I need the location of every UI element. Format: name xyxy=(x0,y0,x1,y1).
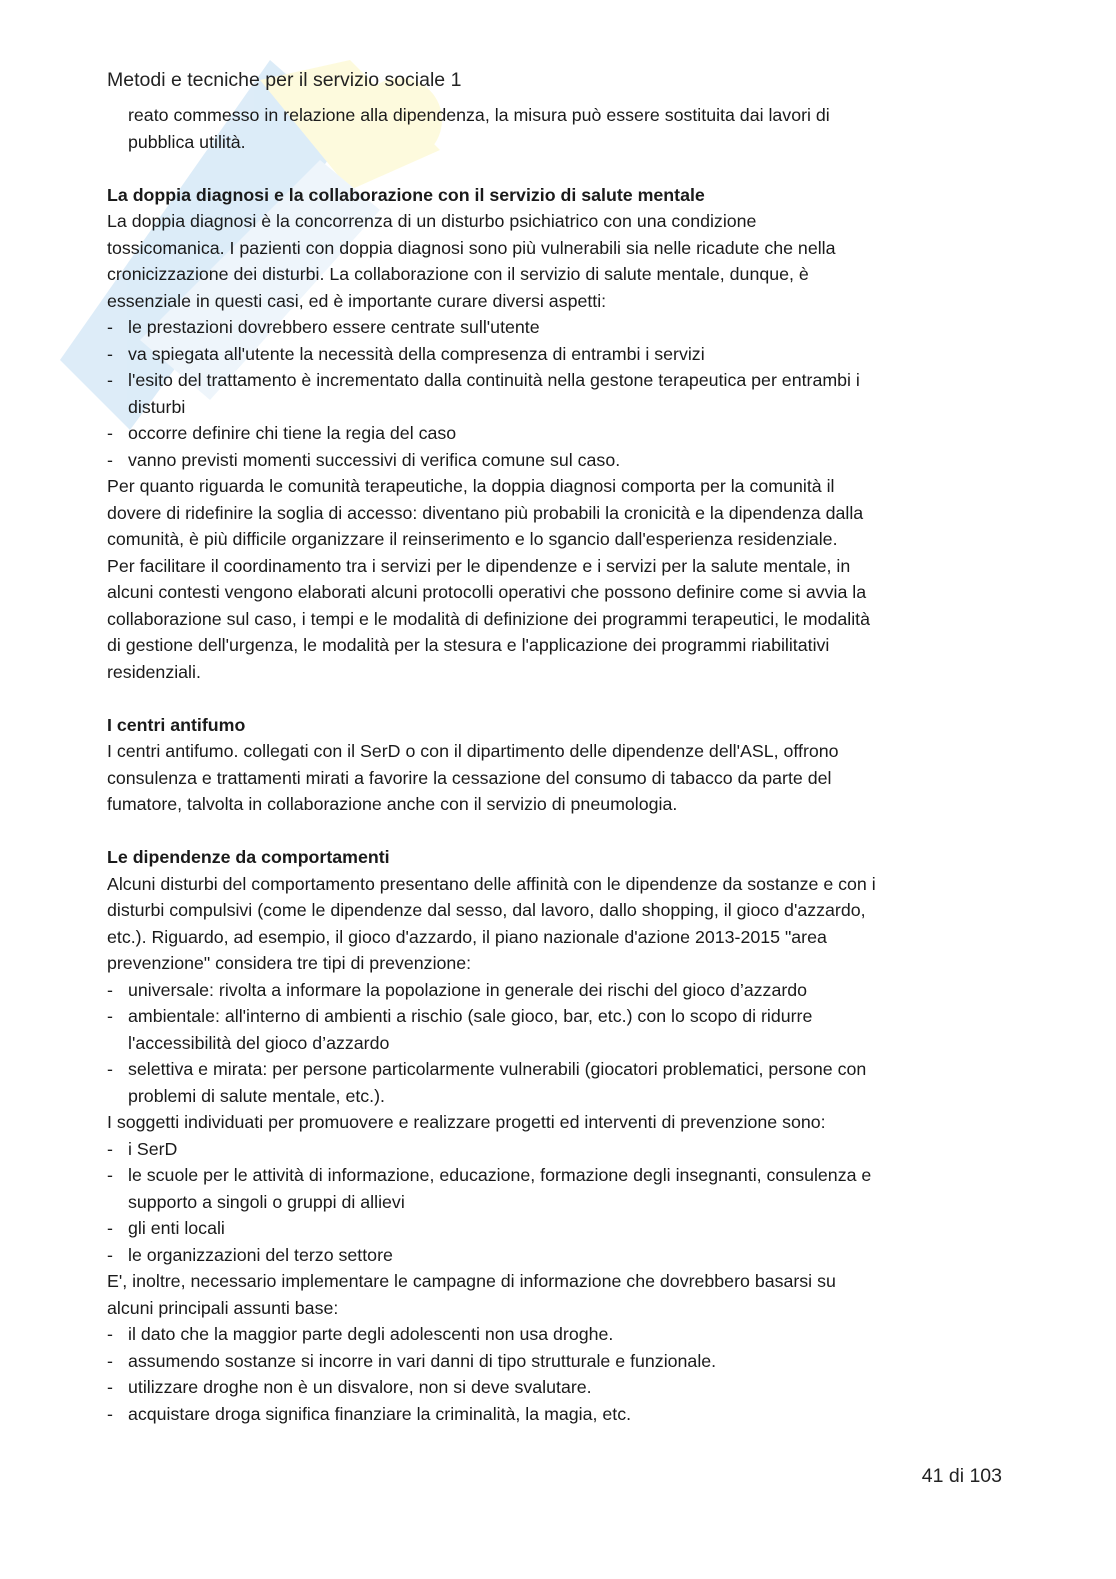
paragraph-line: alcuni contesti vengono elaborati alcuni protocolli operativi che possono definire come si avvia la xyxy=(107,582,867,602)
list-item: - va spiegata all'utente la necessità della compresenza di entrambi i servizi xyxy=(107,341,1012,368)
list-item: - acquistare droga significa finanziare la criminalità, la magia, etc. xyxy=(107,1401,1012,1428)
list-item: - ambientale: all'interno di ambienti a rischio (sale gioco, bar, etc.) con lo scopo di ridurre xyxy=(107,1003,1012,1030)
paragraph-line: etc.). Riguardo, ad esempio, il gioco d'azzardo, il piano nazionale d'azione 2013-2015 "area xyxy=(107,926,827,947)
bullet-dash: - xyxy=(107,1059,113,1079)
paragraph-line: tossicomanica. I pazienti con doppia diagnosi sono più vulnerabili sia nelle ricadute che nella xyxy=(107,237,836,258)
list-item: - gli enti locali xyxy=(107,1215,1012,1242)
paragraph-line: Alcuni disturbi del comportamento presentano delle affinità con le dipendenze da sostanze e con i xyxy=(107,873,876,894)
list-item: - le prestazioni dovrebbero essere centrate sull'utente xyxy=(107,314,1012,341)
bullet-dash: - xyxy=(107,449,113,470)
paragraph-line: La doppia diagnosi è la concorrenza di un disturbo psichiatrico con una condizione xyxy=(107,211,757,231)
document-title: Metodi e tecniche per il servizio sociale 1 xyxy=(107,69,462,91)
paragraph-line: I centri antifumo. collegati con il SerD o con il dipartimento delle dipendenze dell'ASL, offrono xyxy=(107,741,839,761)
list-item: - i SerD xyxy=(107,1136,1012,1163)
bullet-dash: - xyxy=(107,343,113,364)
bullet-dash: - xyxy=(107,1006,113,1026)
list-item-continuation: supporto a singoli o gruppi di allievi xyxy=(128,1191,405,1212)
paragraph-line: fumatore, talvolta in collaborazione anche con il servizio di pneumologia. xyxy=(107,794,678,814)
section-heading: Le dipendenze da comportamenti xyxy=(107,847,390,867)
bullet-dash: - xyxy=(107,1377,113,1397)
section-heading: La doppia diagnosi e la collaborazione con il servizio di salute mentale xyxy=(107,184,705,205)
bullet-dash: - xyxy=(107,1244,113,1265)
bullet-dash: - xyxy=(107,317,113,337)
bullet-dash: - xyxy=(107,979,113,1000)
list-item-continuation: disturbi xyxy=(128,396,186,417)
paragraph-line: di gestione dell'urgenza, le modalità per la stesura e l'applicazione dei programmi riabilitativi xyxy=(107,635,830,655)
intro-line: pubblica utilità. xyxy=(128,131,246,152)
intro-block xyxy=(107,102,1012,155)
paragraph-line: collaborazione sul caso, i tempi e le modalità di definizione dei programmi terapeutici, le modalità xyxy=(107,608,871,629)
list-item-continuation: l'accessibilità del gioco d’azzardo xyxy=(128,1032,390,1053)
list-item: - universale: rivolta a informare la popolazione in generale dei rischi del gioco d’azzardo xyxy=(107,977,1012,1004)
list-item: - assumendo sostanze si incorre in vari danni di tipo strutturale e funzionale. xyxy=(107,1348,1012,1375)
list-item: - selettiva e mirata: per persone particolarmente vulnerabili (giocatori problematici, persone con xyxy=(107,1056,1012,1083)
list-item: - utilizzare droghe non è un disvalore, non si deve svalutare. xyxy=(107,1374,1012,1401)
paragraph-line: Per quanto riguarda le comunità terapeutiche, la doppia diagnosi comporta per la comunità il xyxy=(107,476,835,496)
paragraph-line: comunità, è più difficile organizzare il reinserimento e lo sgancio dall'esperienza residenziale. xyxy=(107,529,838,549)
page-number: 41 di 103 xyxy=(921,1465,1002,1487)
list-item-continuation: problemi di salute mentale, etc.). xyxy=(128,1085,385,1106)
bullet-dash: - xyxy=(107,1350,113,1371)
paragraph-line: consulenza e trattamenti mirati a favorire la cessazione del consumo di tabacco da parte del xyxy=(107,767,832,788)
paragraph-line: cronicizzazione dei disturbi. La collaborazione con il servizio di salute mentale, dunque, è xyxy=(107,264,809,284)
bullet-dash: - xyxy=(107,1218,113,1238)
list-item: - il dato che la maggior parte degli adolescenti non usa droghe. xyxy=(107,1321,1012,1348)
list-item: - le scuole per le attività di informazione, educazione, formazione degli insegnanti, consulenza e xyxy=(107,1162,1012,1189)
section-dipendenze-comportamenti xyxy=(107,844,1012,1427)
paragraph-line: residenziali. xyxy=(107,661,201,682)
bullet-dash: - xyxy=(107,1138,113,1159)
section-centri-antifumo xyxy=(107,712,1012,818)
list-item: - occorre definire chi tiene la regia del caso xyxy=(107,420,1012,447)
paragraph-line: dovere di ridefinire la soglia di accesso: diventano più probabili la cronicità e la dipendenza dalla xyxy=(107,502,864,523)
paragraph-line: disturbi compulsivi (come le dipendenze dal sesso, dal lavoro, dallo shopping, il gioco d'azzardo, xyxy=(107,900,866,920)
bullet-dash: - xyxy=(107,423,113,443)
document-page xyxy=(107,66,1012,1427)
paragraph-line: I soggetti individuati per promuovere e realizzare progetti ed interventi di prevenzione sono: xyxy=(107,1112,826,1132)
section-doppia-diagnosi xyxy=(107,182,1012,686)
list-item: - vanno previsti momenti successivi di verifica comune sul caso. xyxy=(107,447,1012,474)
intro-line: reato commesso in relazione alla dipendenza, la misura può essere sostituita dai lavori di xyxy=(128,105,830,125)
paragraph-line: alcuni principali assunti base: xyxy=(107,1297,339,1318)
paragraph-line: prevenzione" considera tre tipi di prevenzione: xyxy=(107,953,472,973)
paragraph-line: essenziale in questi casi, ed è importante curare diversi aspetti: xyxy=(107,290,607,311)
bullet-dash: - xyxy=(107,1403,113,1424)
section-heading: I centri antifumo xyxy=(107,714,246,735)
list-item: - l'esito del trattamento è incrementato dalla continuità nella gestone terapeutica per entrambi i xyxy=(107,367,1012,394)
paragraph-line: E', inoltre, necessario implementare le campagne di informazione che dovrebbero basarsi su xyxy=(107,1271,836,1291)
bullet-dash: - xyxy=(107,370,113,390)
bullet-dash: - xyxy=(107,1165,113,1185)
list-item: - le organizzazioni del terzo settore xyxy=(107,1242,1012,1269)
paragraph-line: Per facilitare il coordinamento tra i servizi per le dipendenze e i servizi per la salute mentale, in xyxy=(107,555,851,576)
bullet-dash: - xyxy=(107,1324,113,1344)
